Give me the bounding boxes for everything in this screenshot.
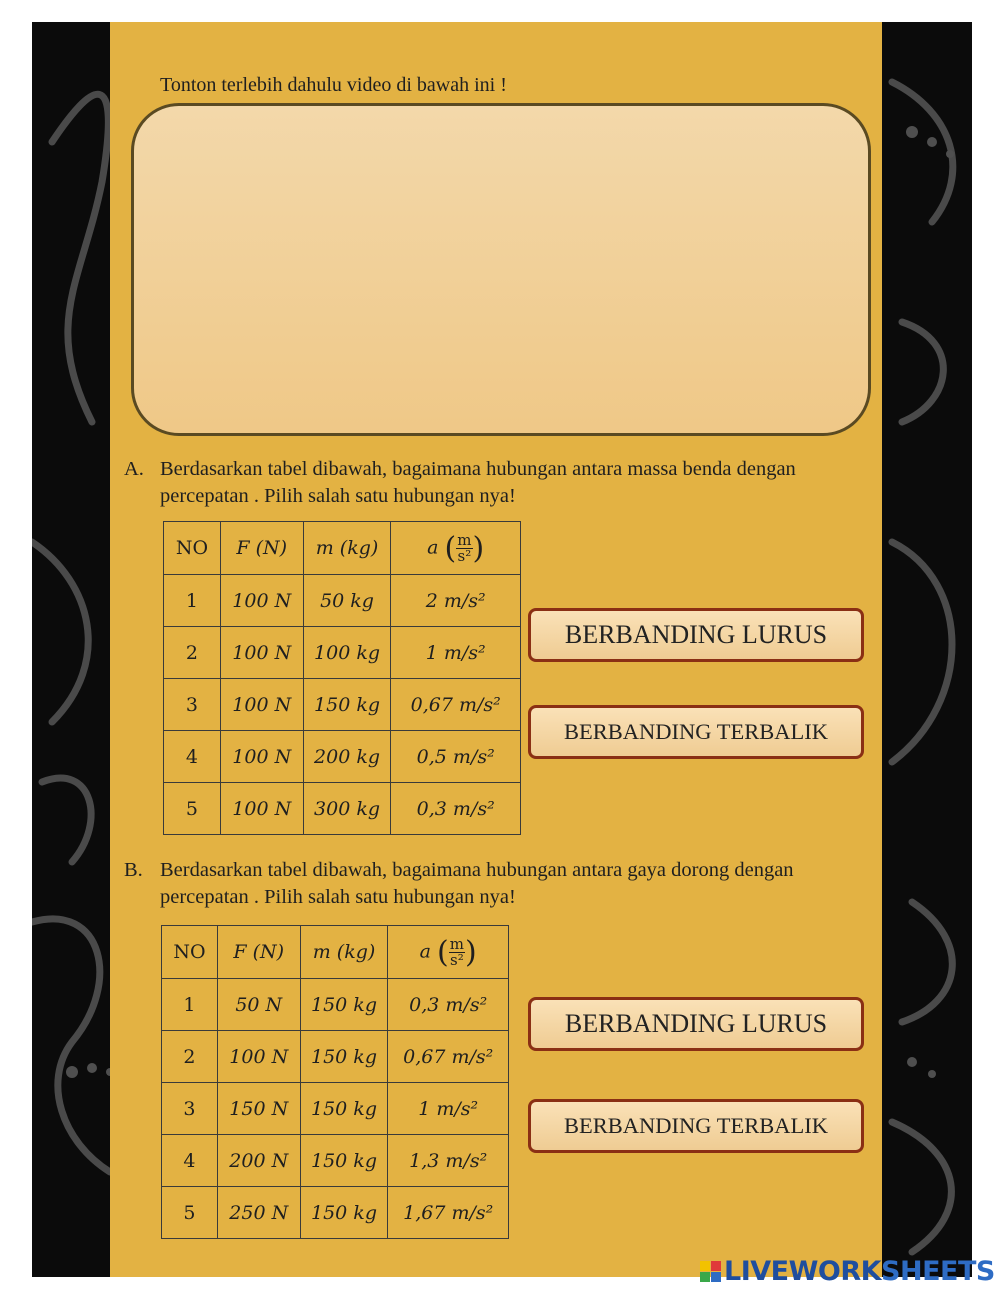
cell-mass: 150 kg (300, 1187, 388, 1239)
cell-no: 3 (164, 679, 221, 731)
header-force: F (N) (217, 926, 300, 979)
cell-force: 100 N (220, 679, 303, 731)
cell-no: 5 (164, 783, 221, 835)
cell-mass: 100 kg (303, 627, 391, 679)
cell-no: 2 (162, 1031, 218, 1083)
cell-acceleration: 0,67 m/s² (388, 1031, 509, 1083)
table-force-acceleration (161, 925, 509, 1239)
cell-no: 2 (164, 627, 221, 679)
cell-force: 100 N (220, 731, 303, 783)
liveworksheets-logo (700, 1256, 995, 1286)
header-unit-denominator: s² (457, 546, 472, 565)
cell-mass: 50 kg (303, 575, 391, 627)
cell-acceleration: 0,67 m/s² (391, 679, 521, 731)
cell-force: 100 N (220, 575, 303, 627)
cell-mass: 300 kg (303, 783, 391, 835)
table-header-row (164, 522, 521, 575)
cell-acceleration: 1 m/s² (388, 1083, 509, 1135)
table-row (162, 1187, 509, 1239)
logo-text-sheets: SHEETS (881, 1255, 995, 1287)
cell-no: 1 (164, 575, 221, 627)
question-letter: A. (124, 458, 144, 480)
table-row (164, 679, 521, 731)
question-text: Berdasarkan tabel dibawah, bagaimana hubungan antara gaya dorong dengan percepatan . Pilih salah satu hubungan nya! (160, 859, 794, 908)
header-force: F (N) (220, 522, 303, 575)
cell-no: 3 (162, 1083, 218, 1135)
header-unit-denominator: s² (450, 950, 464, 969)
cell-acceleration: 0,5 m/s² (391, 731, 521, 783)
answer-a-berbanding-terbalik-button[interactable]: BERBANDING TERBALIK (528, 705, 864, 759)
table-row (164, 627, 521, 679)
header-mass: m (kg) (300, 926, 388, 979)
cell-acceleration: 2 m/s² (391, 575, 521, 627)
header-acceleration: a ( $\frac{m}{\text{s²}}$ ) (391, 522, 521, 575)
cell-mass: 150 kg (300, 1135, 388, 1187)
cell-force: 100 N (220, 783, 303, 835)
table-row (162, 1135, 509, 1187)
header-no: NO (164, 522, 221, 575)
cell-force: 100 N (220, 627, 303, 679)
video-placeholder[interactable] (131, 103, 871, 436)
cell-mass: 150 kg (303, 679, 391, 731)
cell-acceleration: 1,67 m/s² (388, 1187, 509, 1239)
cell-force: 100 N (217, 1031, 300, 1083)
intro-text: Tonton terlebih dahulu video di bawah ini ! (160, 74, 507, 96)
cell-force: 50 N (217, 979, 300, 1031)
table-row (162, 979, 509, 1031)
cell-force: 200 N (217, 1135, 300, 1187)
answer-b-berbanding-terbalik-button[interactable]: BERBANDING TERBALIK (528, 1099, 864, 1153)
table-row (164, 575, 521, 627)
header-unit-numerator: m (449, 934, 464, 953)
cell-mass: 200 kg (303, 731, 391, 783)
header-unit-numerator: m (457, 530, 472, 549)
question-text: Berdasarkan tabel dibawah, bagaimana hubungan antara massa benda dengan percepatan . Pilih salah satu hubungan nya! (160, 458, 796, 507)
answer-a-berbanding-lurus-button[interactable]: BERBANDING LURUS (528, 608, 864, 662)
cell-force: 150 N (217, 1083, 300, 1135)
header-acceleration: a ( $\frac{m}{\text{s²}}$ ) (388, 926, 509, 979)
table-row (162, 1031, 509, 1083)
table-row (164, 783, 521, 835)
cell-acceleration: 0,3 m/s² (388, 979, 509, 1031)
table-header-row (162, 926, 509, 979)
cell-no: 4 (164, 731, 221, 783)
table-mass-acceleration (163, 521, 521, 835)
header-no: NO (162, 926, 218, 979)
cell-no: 1 (162, 979, 218, 1031)
cell-mass: 150 kg (300, 979, 388, 1031)
cell-force: 250 N (217, 1187, 300, 1239)
header-acceleration-symbol: a (419, 940, 431, 962)
cell-acceleration: 1 m/s² (391, 627, 521, 679)
answer-b-berbanding-lurus-button[interactable]: BERBANDING LURUS (528, 997, 864, 1051)
cell-mass: 150 kg (300, 1031, 388, 1083)
question-letter: B. (124, 859, 143, 881)
logo-mark-icon (700, 1261, 721, 1282)
header-acceleration-symbol: a (427, 536, 439, 558)
cell-mass: 150 kg (300, 1083, 388, 1135)
table-row (162, 1083, 509, 1135)
cell-no: 4 (162, 1135, 218, 1187)
cell-no: 5 (162, 1187, 218, 1239)
cell-acceleration: 1,3 m/s² (388, 1135, 509, 1187)
header-mass: m (kg) (303, 522, 391, 575)
table-row (164, 731, 521, 783)
cell-acceleration: 0,3 m/s² (391, 783, 521, 835)
logo-text-live: LIVEWORK (724, 1255, 882, 1287)
